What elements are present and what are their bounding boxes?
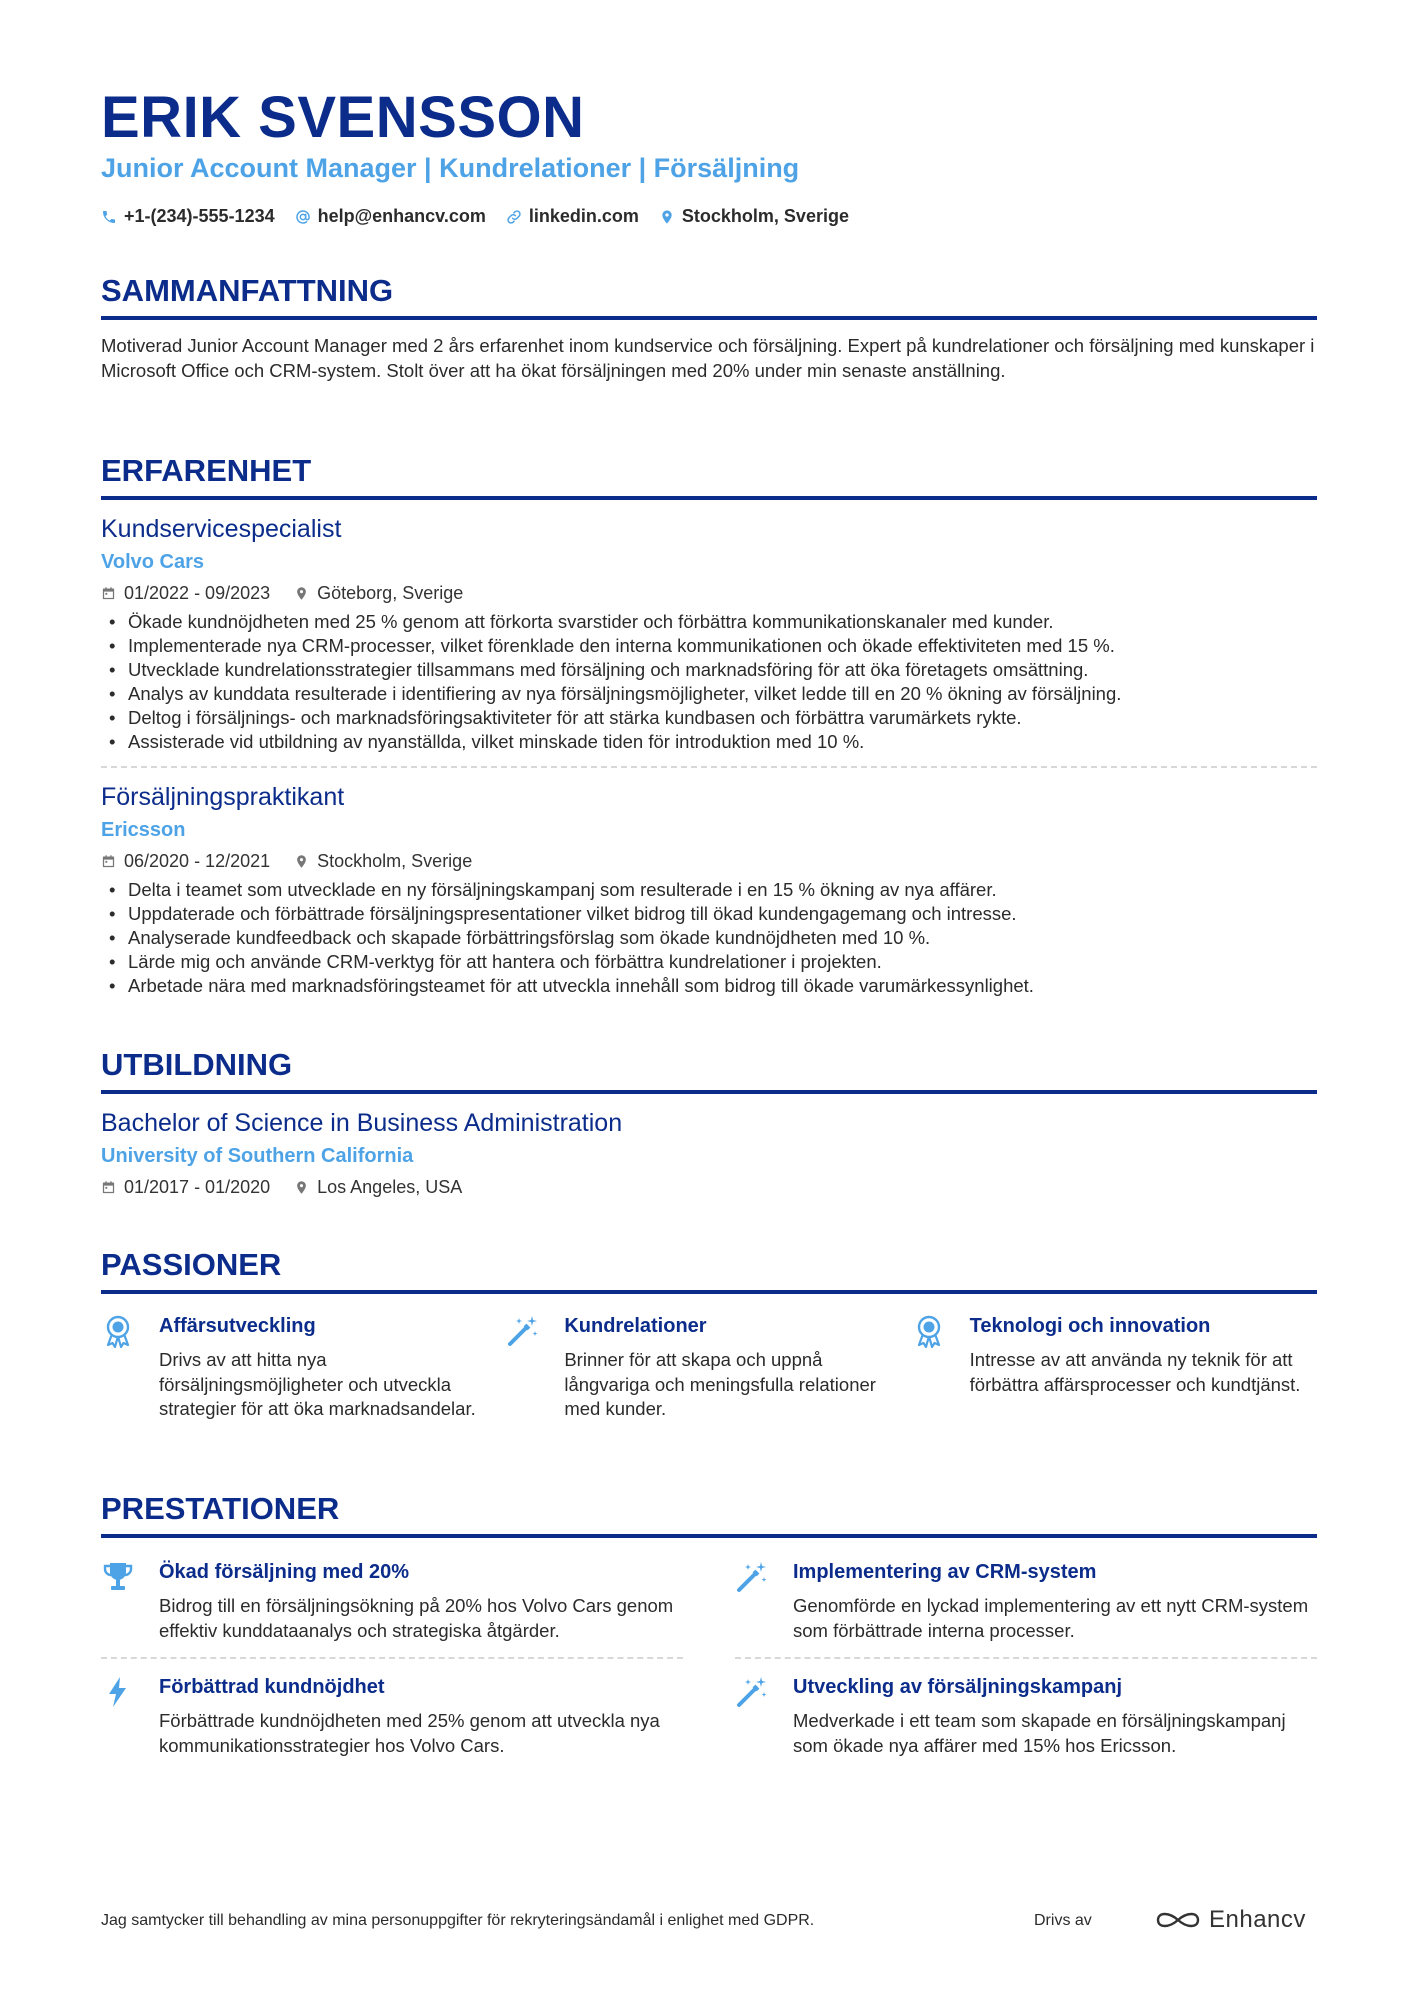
bullet: • Delta i teamet som utvecklade en ny försäljningskampanj som resulterade i en 15 % ökning av nya affärer. xyxy=(101,878,1317,902)
bullet: • Analys av kunddata resulterade i identifiering av nya försäljningsmöjligheter, vilket ledde till en 20 % ökning av försäljning. xyxy=(101,682,1317,706)
contact-phone-text: +1-(234)-555-1234 xyxy=(124,206,275,226)
calendar-icon xyxy=(101,586,116,601)
contact-linkedin-text: linkedin.com xyxy=(528,206,639,226)
job-company: Ericsson xyxy=(101,819,186,841)
job-title: Kundservicespecialist xyxy=(101,515,342,543)
bullet: • Analyserade kundfeedback och skapade förbättringsförslag som ökade kundnöjdheten med 10 %. xyxy=(101,926,1317,950)
education-location: Los Angeles, USA xyxy=(317,1177,463,1197)
achievement-title: Ökad försäljning med 20% xyxy=(159,1561,410,1583)
contact-email-text: help@enhancv.com xyxy=(317,206,486,226)
contact-phone[interactable] xyxy=(101,206,275,227)
achievement-title: Förbättrad kundnöjdhet xyxy=(159,1676,385,1698)
achievement-desc: Förbättrade kundnöjdheten med 25% genom att utveckla nya kommunikationsstrategier hos Volvo Cars. xyxy=(159,1710,660,1756)
education-dates: 01/2017 - 01/2020 xyxy=(124,1177,271,1197)
bullet: • Lärde mig och använde CRM-verktyg för att hantera och förbättra kundrelationer i projekten. xyxy=(101,950,1317,974)
achievement-title: Implementering av CRM-system xyxy=(793,1561,1097,1583)
magic-wand-icon xyxy=(506,1314,540,1348)
enhancv-brand-text: Enhancv xyxy=(1209,1906,1306,1933)
magic-wand-icon xyxy=(735,1675,769,1709)
bullet: • Deltog i försäljnings- och marknadsföringsaktiviteter för att stärka kundbasen och förbättra varumärkets rykte. xyxy=(101,706,1317,730)
contact-bar xyxy=(101,206,869,227)
achievement-item xyxy=(101,1673,683,1758)
calendar-icon xyxy=(101,854,116,869)
job-bullets xyxy=(101,878,1317,998)
experience-section xyxy=(101,452,1317,998)
passion-desc: Drivs av att hitta nya försäljningsmöjligheter och utveckla strategier för att öka marknadsandelar. xyxy=(159,1349,476,1419)
section-divider xyxy=(101,316,1317,320)
achievement-item xyxy=(101,1558,683,1643)
job-location: Stockholm, Sverige xyxy=(317,851,473,871)
job-location: Göteborg, Sverige xyxy=(317,583,464,603)
degree: Bachelor of Science in Business Administration xyxy=(101,1109,623,1137)
passions-section xyxy=(101,1246,1317,1422)
achievement-item xyxy=(735,1673,1317,1758)
school: University of Southern California xyxy=(101,1145,414,1167)
contact-email[interactable] xyxy=(295,206,486,227)
candidate-name: ERIK SVENSSON xyxy=(101,85,585,150)
calendar-icon xyxy=(101,1180,116,1195)
passion-title: Teknologi och innovation xyxy=(969,1315,1211,1337)
link-icon xyxy=(506,209,522,225)
section-divider xyxy=(101,1090,1317,1094)
education-title: UTBILDNING xyxy=(101,1047,293,1082)
job-company: Volvo Cars xyxy=(101,551,204,573)
achievement-desc: Bidrog till en försäljningsökning på 20% hos Volvo Cars genom effektiv kunddataanalys och strategiska åtgärder. xyxy=(159,1595,674,1641)
achievements-title: PRESTATIONER xyxy=(101,1491,340,1526)
lightning-icon xyxy=(101,1675,135,1709)
bullet: • Utvecklade kundrelationsstrategier tillsammans med försäljning och marknadsföring för att öka företagets omsättning. xyxy=(101,658,1317,682)
section-divider xyxy=(101,1534,1317,1538)
enhancv-brand[interactable] xyxy=(1155,1906,1306,1934)
gdpr-consent: Jag samtycker till behandling av mina personuppgifter för rekryteringsändamål i enlighet med GDPR. xyxy=(101,1912,815,1929)
job-dates: 01/2022 - 09/2023 xyxy=(124,583,271,603)
job-dates: 06/2020 - 12/2021 xyxy=(124,851,271,871)
achievement-item xyxy=(735,1558,1317,1643)
achievement-title: Utveckling av försäljningskampanj xyxy=(793,1676,1122,1698)
contact-location xyxy=(659,206,849,227)
passion-desc: Intresse av att använda ny teknik för att förbättra affärsprocesser och kundtjänst. xyxy=(969,1349,1301,1395)
location-icon xyxy=(294,586,309,601)
bullet: • Ökade kundnöjdheten med 25 % genom att förkorta svarstider och förbättra kommunikationskanaler med kunder. xyxy=(101,610,1317,634)
passion-title: Kundrelationer xyxy=(564,1315,707,1337)
trophy-icon xyxy=(101,1560,135,1594)
job-entry xyxy=(101,780,1317,998)
enhancv-logo-icon xyxy=(1155,1907,1201,1933)
contact-location-text: Stockholm, Sverige xyxy=(681,206,849,226)
passions-grid xyxy=(101,1312,1317,1422)
award-ribbon-icon xyxy=(912,1314,946,1348)
education-meta xyxy=(101,1174,1317,1200)
achievements-section xyxy=(101,1490,1317,1758)
job-entry xyxy=(101,512,1317,754)
magic-wand-icon xyxy=(735,1560,769,1594)
entry-divider xyxy=(101,1657,683,1659)
achievement-desc: Genomförde en lyckad implementering av ett nytt CRM-system som förbättrade interna processer. xyxy=(793,1595,1309,1641)
summary-section xyxy=(101,272,1317,383)
bullet: • Uppdaterade och förbättrade försäljningspresentationer vilket bidrog till ökad kundengagemang och intresse. xyxy=(101,902,1317,926)
passion-title: Affärsutveckling xyxy=(159,1315,316,1337)
bullet: • Arbetade nära med marknadsföringsteamet för att utveckla innehåll som bidrog till ökade varumärkessynlighet. xyxy=(101,974,1317,998)
contact-linkedin[interactable] xyxy=(506,206,639,227)
education-entry xyxy=(101,1106,1317,1200)
experience-title: ERFARENHET xyxy=(101,453,312,488)
section-divider xyxy=(101,496,1317,500)
headline: Junior Account Manager | Kundrelationer | Försäljning xyxy=(101,153,800,183)
location-icon xyxy=(294,854,309,869)
location-icon xyxy=(294,1180,309,1195)
at-icon xyxy=(295,209,311,225)
passion-desc: Brinner för att skapa och uppnå långvariga och meningsfulla relationer med kunder. xyxy=(564,1349,876,1419)
entry-divider xyxy=(101,766,1317,768)
entry-divider xyxy=(735,1657,1317,1659)
passion-item xyxy=(506,1312,911,1422)
passion-item xyxy=(912,1312,1317,1422)
job-bullets xyxy=(101,610,1317,754)
location-icon xyxy=(659,209,675,225)
education-section xyxy=(101,1046,1317,1200)
summary-title: SAMMANFATTNING xyxy=(101,273,394,308)
achievement-desc: Medverkade i ett team som skapade en försäljningskampanj som ökade nya affärer med 15% hos Ericsson. xyxy=(793,1710,1286,1756)
bullet: • Assisterade vid utbildning av nyanställda, vilket minskade tiden för introduktion med 10 %. xyxy=(101,730,1317,754)
achievements-grid xyxy=(101,1558,1317,1758)
powered-by-label: Drivs av xyxy=(1034,1912,1092,1929)
job-meta xyxy=(101,580,1317,606)
section-divider xyxy=(101,1290,1317,1294)
bullet: • Implementerade nya CRM-processer, vilket förenklade den interna kommunikationen och ökade effektiviteten med 15 %. xyxy=(101,634,1317,658)
phone-icon xyxy=(101,209,117,225)
passions-title: PASSIONER xyxy=(101,1247,282,1282)
job-title: Försäljningspraktikant xyxy=(101,783,345,811)
job-meta xyxy=(101,848,1317,874)
passion-item xyxy=(101,1312,506,1422)
award-ribbon-icon xyxy=(101,1314,135,1348)
summary-text: Motiverad Junior Account Manager med 2 års erfarenhet inom kundservice och försäljning. Expert på kundrelationer och försäljning med kunskaper i Microsoft Office och CRM-system. Stolt över att ha ökat försäljningen med 20% under min senaste anställning. xyxy=(101,335,1315,381)
